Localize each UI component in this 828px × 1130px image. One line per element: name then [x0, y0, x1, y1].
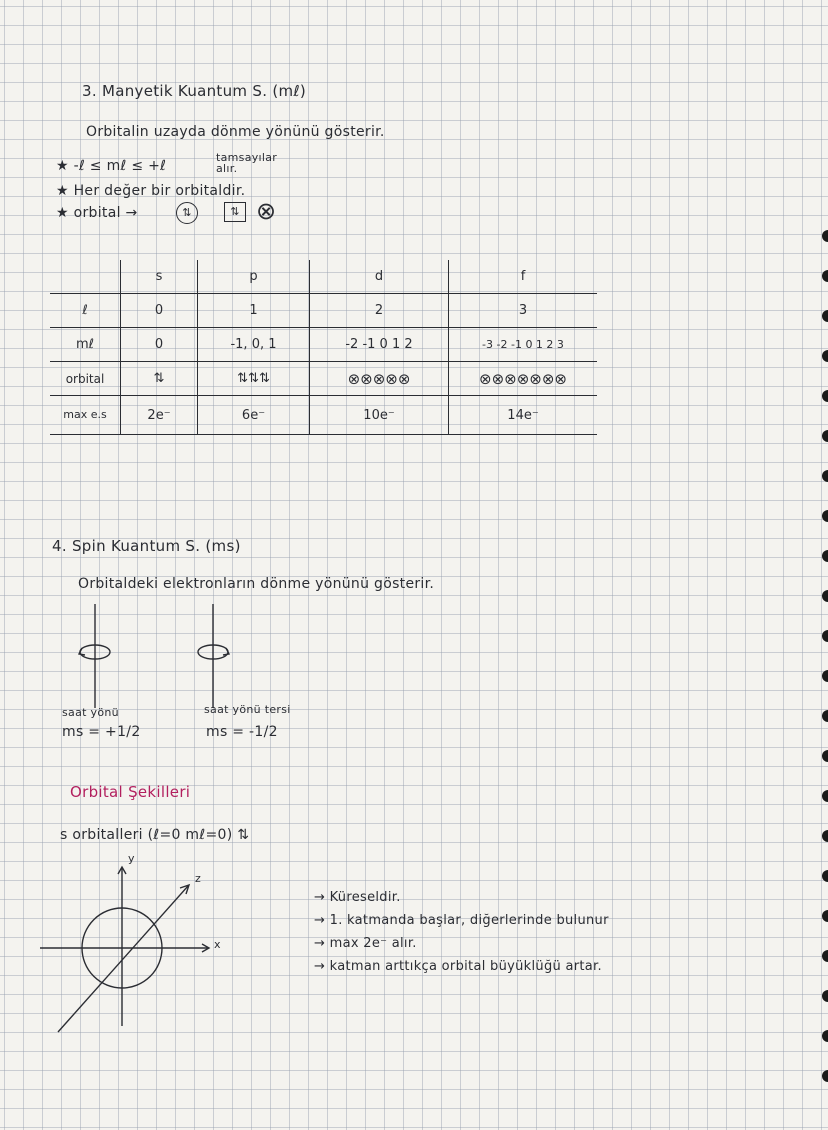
table-cell: 1 [198, 294, 310, 328]
bullet-2-text: Her değer bir orbitaldir. [73, 183, 246, 199]
counterclockwise-arrowhead-icon [223, 648, 229, 655]
table-header-s: s [121, 260, 198, 294]
clockwise-label: saat yönü [62, 706, 119, 719]
bullet-1: ★ -ℓ ≤ mℓ ≤ +ℓ [56, 158, 167, 174]
table-header-cell [50, 260, 121, 294]
table-cell: ⊗⊗⊗⊗⊗⊗⊗ [449, 362, 598, 396]
table-header-f: f [449, 260, 598, 294]
table-row [50, 328, 597, 362]
table-row [50, 396, 597, 435]
table-cell: -2 -1 0 1 2 [310, 328, 449, 362]
orbital-box-symbol: ⇅ [224, 202, 246, 222]
row-label: orbital [50, 362, 121, 396]
table-cell: 14e⁻ [449, 396, 598, 435]
quantum-table [50, 260, 597, 435]
s-note-1: → Küreseldir. [314, 890, 401, 905]
orbital-circle-symbol: ⇅ [176, 202, 198, 224]
table-cell: 10e⁻ [310, 396, 449, 435]
table-header-row [50, 260, 597, 294]
section4-description: Orbitaldeki elektronların dönme yönünü gösterir. [78, 576, 435, 592]
bullet-2: ★ Her değer bir orbitaldir. [56, 183, 246, 199]
table-row [50, 294, 597, 328]
table-cell: 0 [121, 294, 198, 328]
section3-title: 3. Manyetik Kuantum S. (mℓ) [82, 82, 307, 100]
table-header-d: d [310, 260, 449, 294]
row-label: max e.s [50, 396, 121, 435]
table-cell: ⊗⊗⊗⊗⊗ [310, 362, 449, 396]
s-orbital-line: s orbitalleri (ℓ=0 mℓ=0) ⇅ [60, 827, 250, 843]
axis-x-label: x [214, 938, 221, 951]
section3-description: Orbitalin uzayda dönme yönünü gösterir. [86, 124, 385, 140]
orbital-shapes-title: Orbital Şekilleri [70, 783, 191, 801]
spin-diagram [70, 604, 240, 708]
s-note-3: → max 2e⁻ alır. [314, 936, 417, 951]
clockwise-arrowhead-icon [79, 648, 85, 655]
table-cell: 6e⁻ [198, 396, 310, 435]
table-cell: ⇅⇅⇅ [198, 362, 310, 396]
section4-title: 4. Spin Kuantum S. (ms) [52, 537, 241, 555]
bullet-3-text: orbital → [73, 205, 138, 221]
bullet-1-text: -ℓ ≤ mℓ ≤ +ℓ [73, 158, 167, 174]
axis-y-label: y [128, 852, 135, 865]
table-cell: 2e⁻ [121, 396, 198, 435]
bullet-note: tamsayılar alır. [216, 151, 278, 175]
table-cell: 2 [310, 294, 449, 328]
counterclockwise-value: ms = -1/2 [206, 724, 278, 740]
table-header-p: p [198, 260, 310, 294]
bullet-3: ★ orbital → [56, 205, 138, 221]
clockwise-value: ms = +1/2 [62, 724, 141, 740]
s-note-4: → katman arttıkça orbital büyüklüğü artar. [314, 959, 602, 974]
table-cell: ⇅ [121, 362, 198, 396]
axis-z-label: z [195, 872, 202, 885]
binding-holes [820, 230, 828, 1130]
row-label: mℓ [50, 328, 121, 362]
s-orbital-diagram [38, 856, 238, 1046]
table-cell: 0 [121, 328, 198, 362]
s-note-2: → 1. katmanda başlar, diğerlerinde bulunur [314, 913, 609, 928]
table-row [50, 362, 597, 396]
orbital-cross-symbol: ⊗ [256, 197, 277, 225]
table-cell: -3 -2 -1 0 1 2 3 [449, 328, 598, 362]
counterclockwise-label: saat yönü tersi [204, 703, 291, 716]
table-cell: -1, 0, 1 [198, 328, 310, 362]
row-label: ℓ [50, 294, 121, 328]
table-cell: 3 [449, 294, 598, 328]
